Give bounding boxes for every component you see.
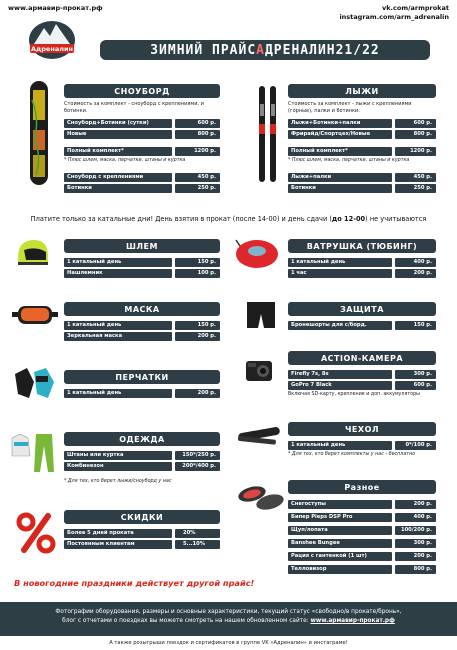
helmet-image [14, 236, 50, 270]
action-note: Включая SD-карту, крепление и доп. аккумуляторы [288, 392, 420, 397]
ski-desc: Стоимость за комплект - лыжи с креплениями (горные), палки и ботинки. [288, 101, 412, 114]
gloves-section [64, 370, 220, 398]
camera-image [244, 358, 274, 384]
price-row: Firefly 7s, 8s 300 р. [288, 370, 436, 379]
mask-image [12, 304, 58, 326]
misc-section [288, 480, 436, 574]
price-row: Новые 800 р. [64, 130, 220, 139]
footer-line1: Фотографии оборудования, размеры и основные характеристики, текущий статус «свободно/в прокате/бронь», [55, 609, 402, 615]
cover-note: * Для тех, кто берет комплекты у нас - бесплатно [288, 452, 416, 457]
full-kit-row: Полный комплект* 1200 р. [288, 147, 436, 156]
discounts-title: СКИДКИ [64, 510, 220, 524]
price-row: Сноуборд+Ботинки (сутки) 600 р. [64, 119, 220, 128]
price-row: Бронешорты для с/борд. 150 р. [288, 321, 436, 330]
shorts-image [244, 298, 278, 332]
clothes-section [64, 432, 220, 484]
price-row: 1 катальный день 0*/100 р. [288, 441, 436, 450]
price-row: 1 час 200 р. [288, 269, 436, 278]
snowboard-section [64, 84, 220, 193]
rental-notice: Платите только за катальные дни! День взятия в прокат (после 14-00) и день сдачи (до 12-00) не учитываются [30, 215, 427, 223]
price-row: Зеркальная маска 200 р. [64, 332, 220, 341]
percent-icon [16, 512, 56, 554]
page-title: ЗИМНИЙ ПРАЙС А ДРЕНАЛИН 21/22 [100, 40, 430, 60]
holiday-notice: В новогодние праздники действует другой прайс! [14, 578, 255, 588]
ski-section [288, 84, 436, 193]
adrenalin-logo [26, 16, 78, 62]
protection-title: ЗАЩИТА [288, 302, 436, 316]
misc-title: Разное [288, 480, 436, 494]
gloves-title: ПЕРЧАТКИ [64, 370, 220, 384]
header-links [339, 4, 449, 22]
ski-title: ЛЫЖИ [288, 84, 436, 98]
bottom-note: А также розыгрыши поездок и сертификатов в группе VK «Адреналин» и инстаграме! [109, 640, 348, 646]
footer-banner [0, 602, 457, 636]
svg-text:Адреналин: Адреналин [30, 45, 74, 53]
mask-title: МАСКА [64, 302, 220, 316]
price-row: 1 катальный день 150 р. [64, 258, 220, 267]
price-row: Комбинезон 200*/400 р. [64, 462, 220, 471]
full-kit-note: * Плюс шлем, маска, перчатки, штаны и куртка [288, 158, 410, 163]
price-row: Постоянным клиентам 5...10% [64, 540, 220, 549]
tubing-image [234, 236, 280, 272]
footer-site-link[interactable]: www.армавир-прокат.рф [310, 618, 395, 624]
clothes-title: ОДЕЖДА [64, 432, 220, 446]
full-kit-row: Полный комплект* 1200 р. [64, 147, 220, 156]
price-row: Лыжи+Ботинки+палки 600 р. [288, 119, 436, 128]
ski-image [256, 84, 280, 184]
price-row: 1 катальный день 150 р. [64, 321, 220, 330]
protection-section [288, 302, 436, 330]
action-section [288, 351, 436, 397]
discounts-section [64, 510, 220, 549]
price-row: GoPro 7 Black 600 р. [288, 381, 436, 390]
footer-line2: блог с отчетами о поездках вы можете смотреть на нашем обновленном сайте: www.армавир-прокат.рф [62, 618, 395, 624]
price-row: Ботинки 250 р. [288, 184, 436, 193]
cover-section [288, 422, 436, 457]
price-row: Нашлемник 100 р. [64, 269, 220, 278]
price-row: 1 катальный день 200 р. [64, 389, 220, 398]
price-row: Рация с гантенкой (1 шт) 200 р. [288, 552, 436, 561]
helmet-title: ШЛЕМ [64, 239, 220, 253]
price-row: Лыжи+палки 450 р. [288, 173, 436, 182]
header-site: www.армавир-прокат.рф [8, 4, 103, 12]
tubing-title: ВАТРУШКА (ТЮБИНГ) [288, 239, 436, 253]
price-row: Фрирайд/Спортцех/Новые 800 р. [288, 130, 436, 139]
instagram-link[interactable]: instagram.com/arm_adrenalin [339, 13, 449, 21]
snowboard-image [28, 80, 50, 186]
price-row: Снегоступы 200 р. [288, 500, 436, 509]
price-row: Штаны или куртка 150*/250 р. [64, 451, 220, 460]
action-title: ACTION-КАМЕРА [288, 351, 436, 365]
clothes-image [8, 430, 58, 474]
price-row: Телловизор 800 р. [288, 565, 436, 574]
snowboard-desc: Стоимость за комплект - сноуборд с креплениями, и ботинки. [64, 101, 204, 114]
price-row: Щуп/лопата 100/200 р. [288, 526, 436, 535]
price-row: Banshee Bungee 300 р. [288, 539, 436, 548]
tubing-section [288, 239, 436, 278]
vk-link[interactable]: vk.com/armprokat [382, 4, 449, 12]
price-row: 1 катальный день 400 р. [288, 258, 436, 267]
helmet-section [64, 239, 220, 278]
price-row: Бипер Pieps DSP Pro 400 р. [288, 513, 436, 522]
price-row: Более 5 дней проката 20% [64, 529, 220, 538]
snowshoes-image [236, 480, 286, 514]
gloves-image [12, 364, 56, 402]
price-row: Сноуборд с креплениями 450 р. [64, 173, 220, 182]
snowboard-title: СНОУБОРД [64, 84, 220, 98]
full-kit-note: * Плюс шлем, маска, перчатки, штаны и куртка [64, 158, 186, 163]
mask-section [64, 302, 220, 341]
cover-image [236, 424, 282, 448]
clothes-note: * Для тех, кто берет лыжи/сноуборд у нас [64, 479, 172, 484]
price-row: Ботинки 250 р. [64, 184, 220, 193]
cover-title: ЧЕХОЛ [288, 422, 436, 436]
